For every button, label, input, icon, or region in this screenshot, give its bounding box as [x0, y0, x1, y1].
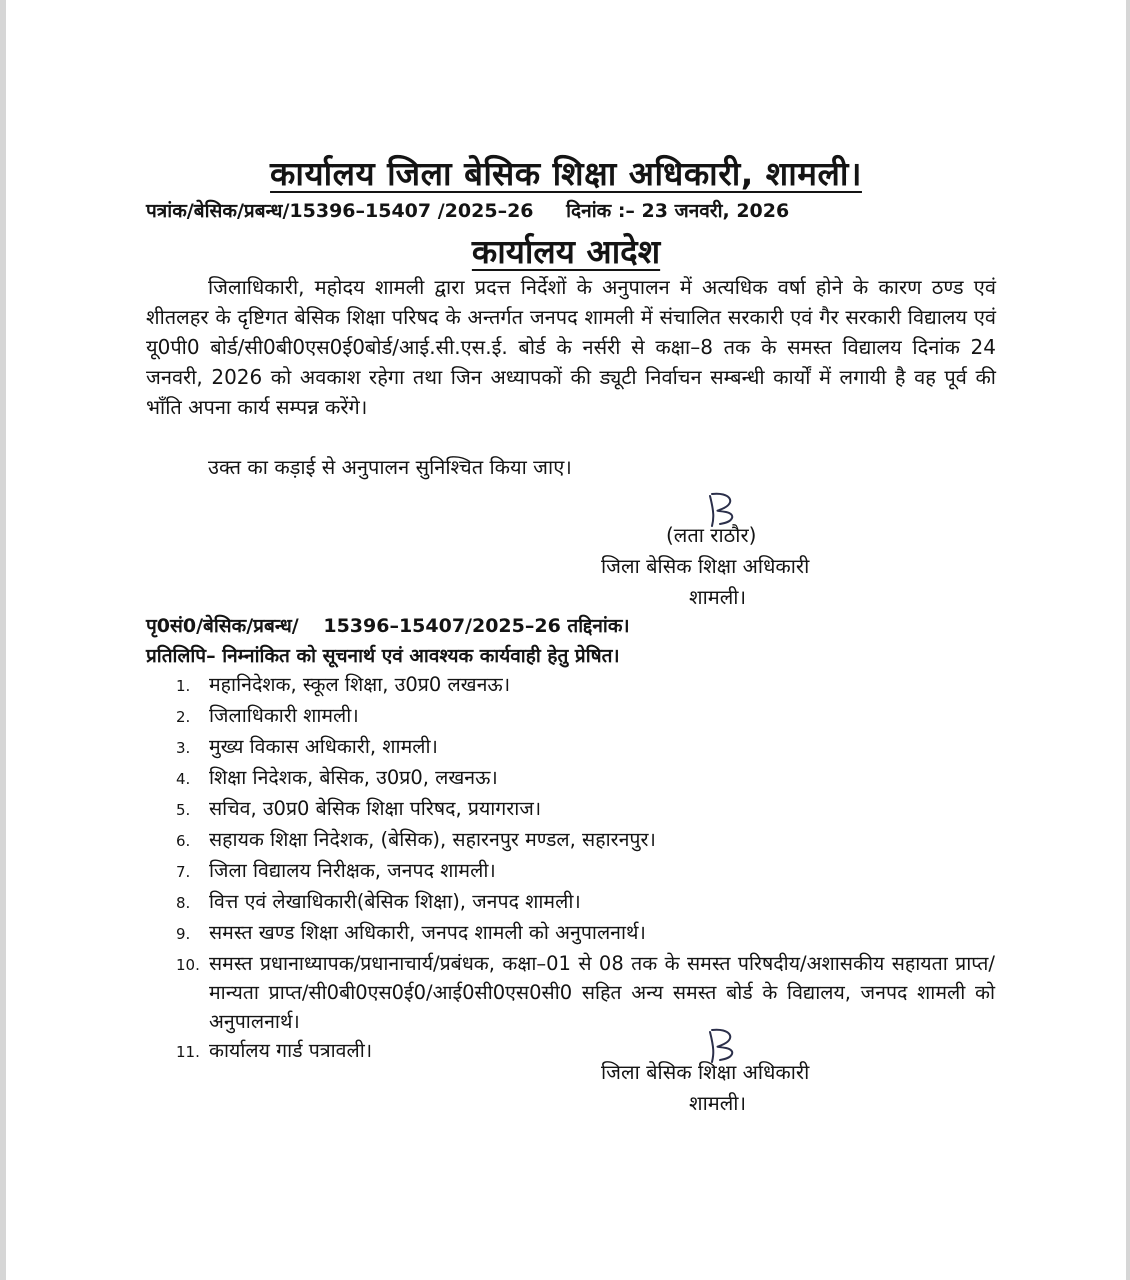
- item-number: 5.: [176, 801, 191, 819]
- copy-intro: प्रतिलिपि– निम्नांकित को सूचनार्थ एवं आवश्यक कार्यवाही हेतु प्रेषित।: [146, 645, 620, 667]
- list-item: [176, 825, 1006, 856]
- list-item: [176, 1036, 1006, 1067]
- item-text: जिला विद्यालय निरीक्षक, जनपद शामली।: [209, 859, 496, 882]
- list-item: [176, 794, 1006, 825]
- item-number: 8.: [176, 894, 191, 912]
- copy-recipient-list: [176, 670, 1006, 1067]
- copy-ref-number: 15396–15407/2025–26 तद्दिनांक।: [323, 615, 630, 637]
- item-number: 2.: [176, 708, 191, 726]
- list-item: [176, 918, 1006, 949]
- item-number: 6.: [176, 832, 191, 850]
- item-text: सचिव, उ0प्र0 बेसिक शिक्षा परिषद, प्रयागराज।: [209, 797, 542, 820]
- order-body-paragraph: जिलाधिकारी, महोदय शामली द्वारा प्रदत्त निर्देशों के अनुपालन में अत्यधिक वर्षा होने के कारण ठण्ड एवं शीतलहर के दृष्टिगत बेसिक शिक्षा परिषद के अन्तर्गत जनपद शामली में संचालित सरकारी एवं गैर सरकारी विद्यालय एवं यू0पी0 बोर्ड/सी0बी0एस0ई0बोर्ड/आई.सी.एस.ई. बोर्ड के नर्सरी से कक्षा–8 तक के समस्त विद्यालय दिनांक 24 जनवरी, 2026 को अवकाश रहेगा तथा जिन अध्यापकों की ड्यूटी निर्वाचन सम्बन्धी कार्यों में लगायी है वह पूर्व की भाँति अपना कार्य सम्पन्न करेंगे।: [146, 275, 996, 419]
- reference-line: [146, 197, 789, 223]
- item-text: जिलाधिकारी शामली।: [209, 704, 359, 727]
- order-title: कार्यालय आदेश: [471, 232, 661, 271]
- signatory-designation: जिला बेसिक शिक्षा अधिकारी: [601, 1060, 810, 1084]
- list-item: [176, 732, 1006, 763]
- office-heading: कार्यालय जिला बेसिक शिक्षा अधिकारी, शामली।: [270, 154, 862, 193]
- signatory-designation: जिला बेसिक शिक्षा अधिकारी: [601, 554, 810, 578]
- item-text: मुख्य विकास अधिकारी, शामली।: [209, 735, 438, 758]
- signatory-name: (लता राठौर): [666, 523, 757, 547]
- item-number: 10.: [176, 956, 200, 974]
- item-text: शिक्षा निदेशक, बेसिक, उ0प्र0, लखनऊ।: [209, 766, 498, 789]
- list-item: [176, 887, 1006, 918]
- document-page: [6, 0, 1126, 1280]
- item-text: समस्त प्रधानाध्यापक/प्रधानाचार्य/प्रबंधक, कक्षा–01 से 08 तक के समस्त परिषदीय/अशासकीय सहायता प्राप्त/मान्यता प्राप्त/सी0बी0एस0ई0/आई0सी0एस0सी0 सहित अन्य समस्त बोर्ड के विद्यालय, जनपद शामली को अनुपालनार्थ।: [209, 952, 995, 1033]
- item-number: 11.: [176, 1043, 200, 1061]
- signatory-place: शामली।: [689, 585, 747, 609]
- item-number: 4.: [176, 770, 191, 788]
- item-text: महानिदेशक, स्कूल शिक्षा, उ0प्र0 लखनऊ।: [209, 673, 511, 696]
- signatory-place: शामली।: [689, 1091, 747, 1115]
- copy-reference-line: [146, 612, 630, 638]
- list-item: [176, 949, 1006, 1036]
- item-number: 9.: [176, 925, 191, 943]
- item-number: 3.: [176, 739, 191, 757]
- item-number: 7.: [176, 863, 191, 881]
- item-text: समस्त खण्ड शिक्षा अधिकारी, जनपद शामली को अनुपालनार्थ।: [209, 921, 646, 944]
- item-text: वित्त एवं लेखाधिकारी(बेसिक शिक्षा), जनपद शामली।: [209, 890, 581, 913]
- list-item: [176, 701, 1006, 732]
- copy-ref-prefix: पृ0सं0/बेसिक/प्रबन्ध/: [146, 615, 299, 637]
- letter-date: दिनांक :– 23 जनवरी, 2026: [566, 200, 790, 222]
- item-text: सहायक शिक्षा निदेशक, (बेसिक), सहारनपुर मण्डल, सहारनपुर।: [209, 828, 656, 851]
- list-item: [176, 763, 1006, 794]
- list-item: [176, 670, 1006, 701]
- item-number: 1.: [176, 677, 191, 695]
- list-item: [176, 856, 1006, 887]
- letter-number: पत्रांक/बेसिक/प्रबन्ध/15396–15407 /2025–26: [146, 200, 534, 222]
- compliance-instruction: उक्त का कड़ाई से अनुपालन सुनिश्चित किया जाए।: [208, 455, 572, 479]
- item-text: कार्यालय गार्ड पत्रावली।: [209, 1039, 373, 1062]
